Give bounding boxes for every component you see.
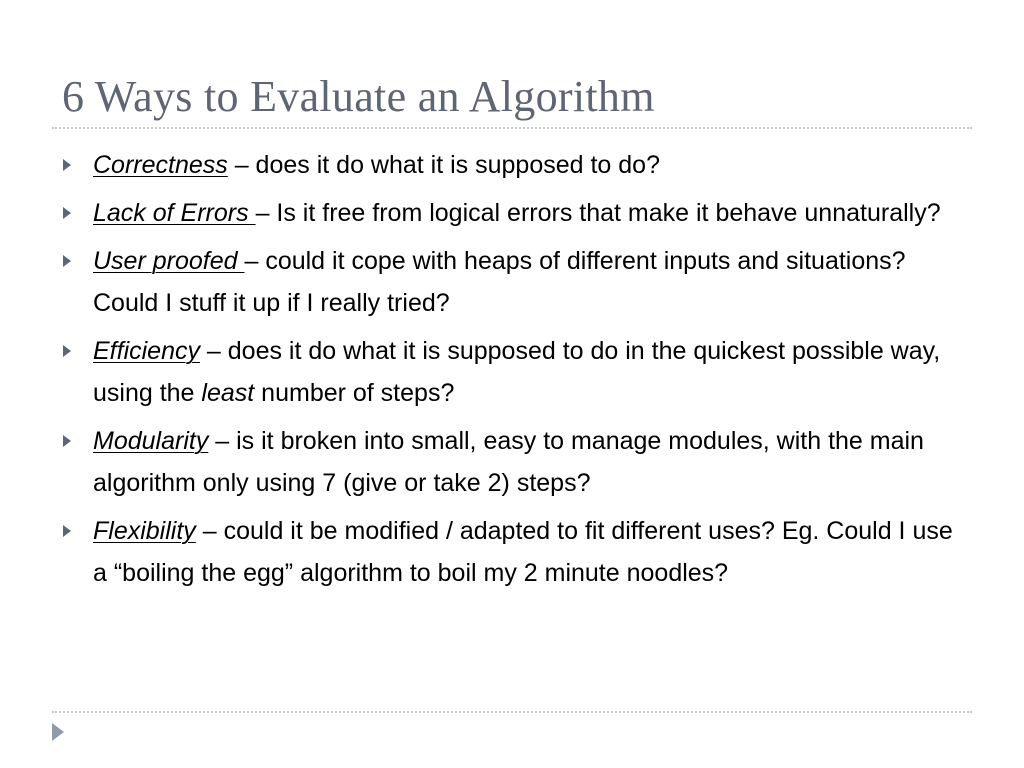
bullet-text: – does it do what it is supposed to do? — [227, 151, 660, 179]
bullet-text: – Is it free from logical errors that make it behave unnaturally? — [255, 199, 941, 227]
bullet-term: Correctness — [93, 151, 228, 179]
bullet-item-modularity — [62, 420, 972, 504]
bullet-triangle-icon — [63, 255, 71, 267]
bullet-triangle-icon — [63, 525, 71, 537]
bullet-item-user-proofed — [62, 240, 972, 324]
bullet-term: Efficiency — [93, 337, 200, 365]
bullet-term: Lack of Errors — [93, 199, 256, 227]
bullet-list — [62, 144, 972, 600]
bullet-term: User proofed — [93, 247, 245, 275]
bullet-item-correctness — [62, 144, 972, 186]
footer-divider — [52, 711, 972, 713]
bullet-text: – could it cope with heaps of different inputs and situations? Could I stuff it up if I really tried? — [93, 247, 906, 317]
bullet-text: – does it do what it is supposed to do in the quickest possible way, using the — [93, 337, 941, 407]
bullet-text: – is it broken into small, easy to manage modules, with the main algorithm only using 7 (give or take 2) steps? — [93, 427, 924, 497]
title-divider — [52, 127, 972, 129]
bullet-item-lack-of-errors — [62, 192, 972, 234]
bullet-text-end: number of steps? — [254, 379, 455, 407]
bullet-text: – could it be modified / adapted to fit different uses? Eg. Could I use a “boiling the egg” algorithm to boil my 2 minute noodles? — [93, 517, 953, 587]
bullet-triangle-icon — [63, 435, 71, 447]
bullet-term: Flexibility — [93, 517, 196, 545]
slide-title: 6 Ways to Evaluate an Algorithm — [62, 72, 655, 121]
bullet-item-efficiency — [62, 330, 972, 414]
bullet-emphasis: least — [201, 379, 255, 407]
bullet-triangle-icon — [63, 159, 71, 171]
bullet-item-flexibility — [62, 510, 972, 594]
bullet-triangle-icon — [63, 207, 71, 219]
bullet-triangle-icon — [63, 345, 71, 357]
bullet-term: Modularity — [93, 427, 209, 455]
next-slide-triangle-icon[interactable] — [52, 723, 64, 741]
